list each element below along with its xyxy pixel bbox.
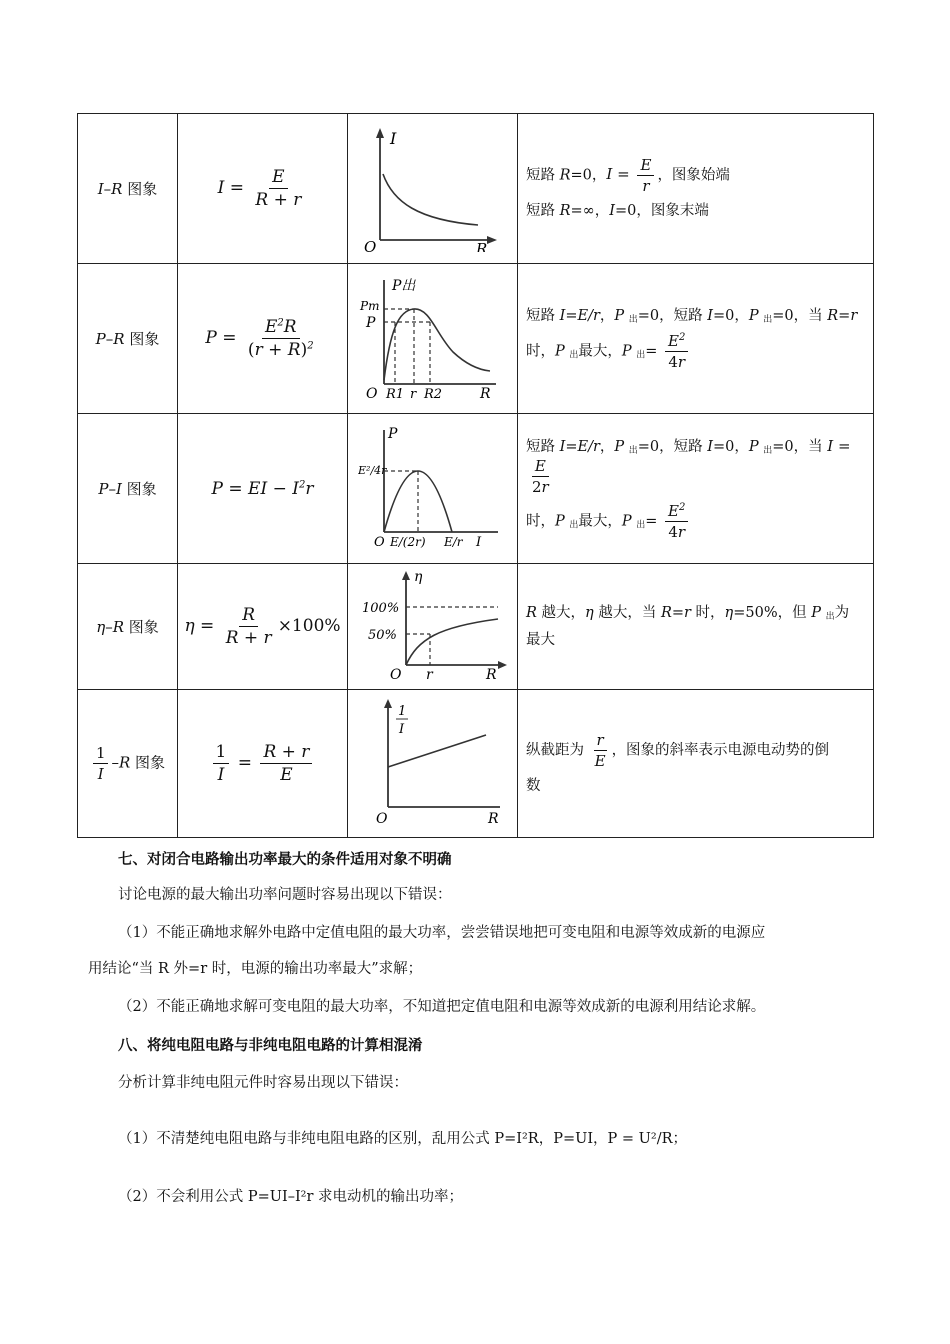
table-row bbox=[78, 264, 874, 414]
section-8-p1: （1）不清楚纯电阻电路与非纯电阻电路的区别，乱用公式 P=I²R，P=UI，P = U²/R； bbox=[118, 1131, 688, 1147]
row-formula: η = $\frac{R}{R + r}$ ×100% bbox=[178, 564, 348, 690]
axis-label-origin: O bbox=[365, 385, 377, 402]
label-r2: R2 bbox=[423, 386, 442, 402]
section-8-title: 八、将纯电阻电路与非纯电阻电路的计算相混淆 bbox=[118, 1037, 423, 1054]
row-graph bbox=[348, 564, 518, 690]
row-formula: P = EI − $I^2r$ bbox=[178, 414, 348, 564]
axis-label-origin: O bbox=[363, 237, 376, 252]
svg-text:1: 1 bbox=[397, 703, 406, 719]
row-name: P–I 图象 bbox=[78, 414, 178, 564]
axis-label-y: P出 bbox=[391, 277, 415, 294]
label-r: r bbox=[425, 666, 433, 683]
axis-label-x: I bbox=[475, 534, 481, 550]
label-t1: E/(2r) bbox=[389, 534, 426, 549]
row-note: 短路 I=E/r，P $_出$=0，短路 I=0，P $_出$=0，当 R=r 时，P $_出$最大，P $_出$= $\frac{E^2}{4r}$ bbox=[518, 264, 874, 414]
label-r: r bbox=[409, 386, 416, 402]
axis-label-origin: O bbox=[375, 810, 387, 827]
section-8-p2: （2）不会利用公式 P=UI–I²r 求电动机的输出功率； bbox=[118, 1189, 464, 1205]
row-note: 纵截距为 $\frac{r}{E}$ ，图象的斜率表示电源电动势的倒 数 bbox=[518, 690, 874, 838]
table-row bbox=[78, 564, 874, 690]
eta-graph bbox=[358, 567, 508, 683]
label-100: 100% bbox=[361, 600, 399, 616]
axis-label-x: R bbox=[487, 810, 499, 827]
axis-label-y: I bbox=[389, 128, 396, 148]
label-pm: Pm bbox=[359, 298, 379, 313]
row-note: R 越大，η 越大，当 R=r 时，η=50%，但 P $_出$为 最大 bbox=[518, 564, 874, 690]
row-formula: $\frac{1}{I}$ = $\frac{R + r}{E}$ bbox=[178, 690, 348, 838]
label-t2: E/r bbox=[443, 534, 463, 549]
svg-text:I: I bbox=[398, 721, 404, 737]
axis-label-y: P bbox=[387, 425, 397, 442]
pi-graph bbox=[358, 422, 508, 552]
pr-graph bbox=[358, 272, 508, 402]
row-name: $\frac{1}{I}$ –R 图象 bbox=[78, 690, 178, 838]
row-formula: P = $\frac{E^2R}{(r + R)^2}$ bbox=[178, 264, 348, 414]
section-7-p1b: 用结论“当 R 外=r 时，电源的输出功率最大”求解； bbox=[88, 961, 423, 977]
table-row bbox=[78, 414, 874, 564]
ir-graph bbox=[358, 122, 508, 252]
graph-table bbox=[77, 113, 874, 838]
section-7-p2: （2）不能正确地求解可变电阻的最大功率，不知道把定值电阻和电源等效成新的电源利用结论求解。 bbox=[118, 999, 766, 1015]
section-7-intro: 讨论电源的最大输出功率问题时容易出现以下错误： bbox=[118, 887, 452, 903]
row-graph bbox=[348, 414, 518, 564]
axis-label-x: R bbox=[479, 385, 491, 402]
table-row bbox=[78, 690, 874, 838]
row-note: 短路 R=0，I = $\frac{E}{r}$ ，图象始端 短路 R=∞，I=0，图象末端 bbox=[518, 114, 874, 264]
row-formula: I = $\frac{E}{R + r}$ bbox=[178, 114, 348, 264]
table-row bbox=[78, 114, 874, 264]
row-note: 短路 I=E/r，P $_出$=0，短路 I=0，P $_出$=0，当 I = $\frac{E}{2r}$ 时，P $_出$最大，P $_出$= $\frac{E^2}{4r}$ bbox=[518, 414, 874, 564]
label-50: 50% bbox=[367, 627, 397, 643]
row-name: η–R 图象 bbox=[78, 564, 178, 690]
row-name: P–R 图象 bbox=[78, 264, 178, 414]
row-graph bbox=[348, 264, 518, 414]
row-graph bbox=[348, 114, 518, 264]
axis-label-y: η bbox=[413, 568, 422, 585]
label-r1: R1 bbox=[385, 386, 404, 402]
axis-label-origin: O bbox=[389, 666, 401, 683]
section-7-p1a: （1）不能正确地求解外电路中定值电阻的最大功率，尝尝错误地把可变电阻和电源等效成新的电源应 bbox=[118, 925, 766, 941]
section-8-intro: 分析计算非纯电阻元件时容易出现以下错误： bbox=[118, 1075, 408, 1091]
axis-label-x: R bbox=[485, 666, 497, 683]
label-p: P bbox=[365, 314, 375, 331]
row-name: I–R 图象 bbox=[78, 114, 178, 264]
section-7-title: 七、对闭合电路输出功率最大的条件适用对象不明确 bbox=[118, 851, 452, 868]
label-peak: E²/4r bbox=[357, 463, 386, 477]
inv-i-graph bbox=[358, 693, 508, 831]
row-graph bbox=[348, 690, 518, 838]
axis-label-x: R bbox=[475, 239, 487, 252]
axis-label-origin: O bbox=[373, 534, 385, 550]
